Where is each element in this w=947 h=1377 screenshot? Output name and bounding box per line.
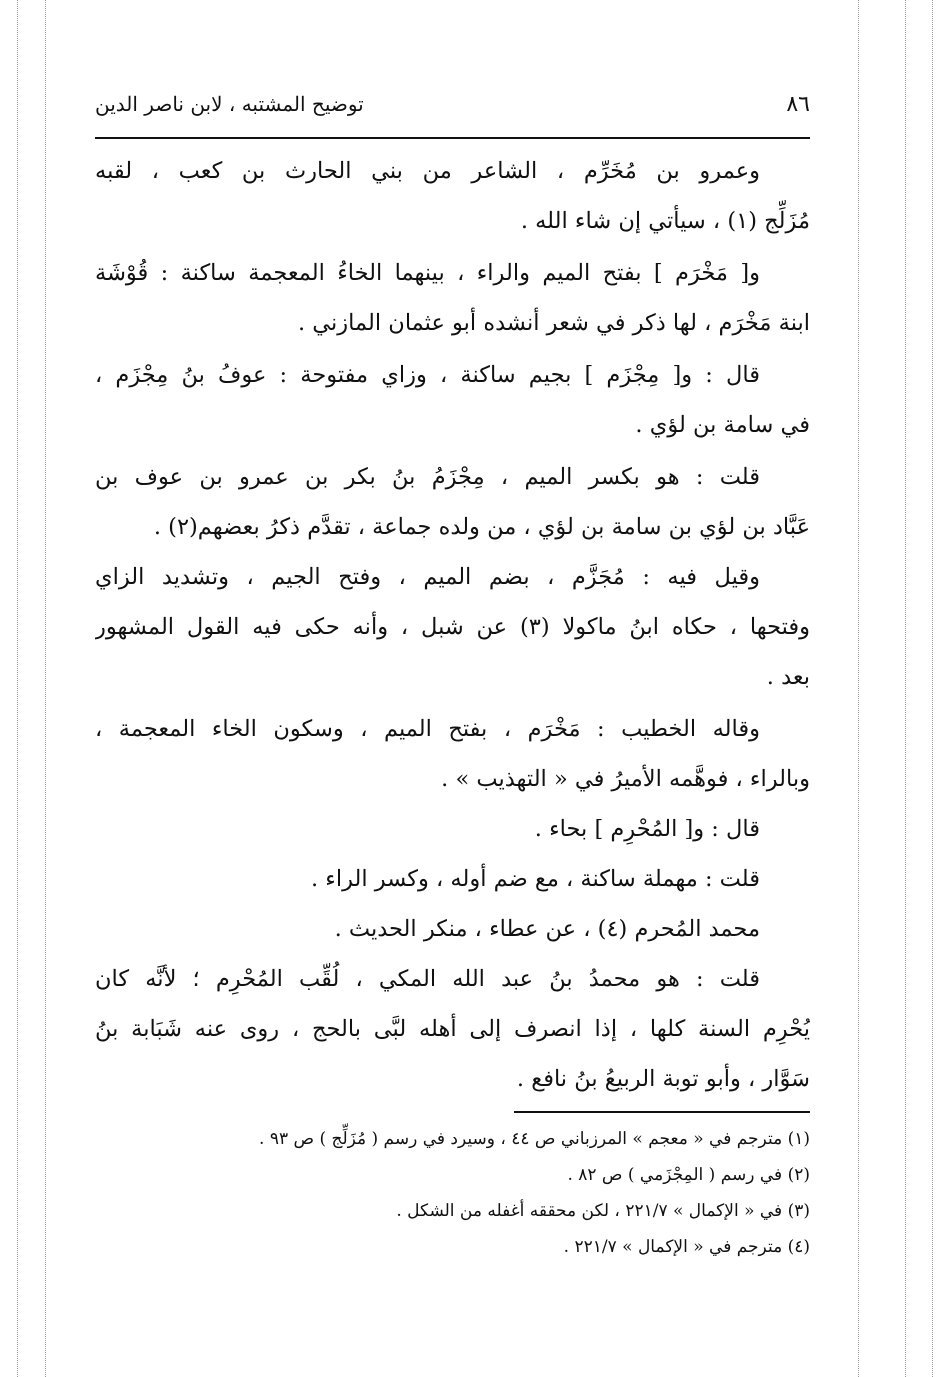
text-line: بعد . [766,664,810,690]
scan-guide-line [905,0,906,1377]
text-line: قال : و[ المُحْرِم ] بحاء . [534,816,760,842]
text-line: عَبَّاد بن لؤي بن سامة بن لؤي ، من ولده جماعة ، تقدَّم ذكرُ بعضهم(٢) . [153,514,810,540]
text-line: قلت : هو بكسر الميم ، مِجْزَمُ بنُ بكر بن عمرو بن عوف بن [95,464,760,490]
text-line: قلت : مهملة ساكنة ، مع ضم أوله ، وكسر الراء . [310,866,760,892]
text-line: مُزَلِّج (١) ، سيأتي إن شاء الله . [520,208,810,234]
text-line: وقاله الخطيب : مَخْرَم ، بفتح الميم ، وسكون الخاء المعجمة ، [95,716,760,742]
text-line: و[ مَخْرَم ] بفتح الميم والراء ، بينهما الخاءُ المعجمة ساكنة : قُوْشَة [95,260,760,286]
scan-guide-line [45,0,46,1377]
text-line: وبالراء ، فوهَّمه الأميرُ في « التهذيب » . [441,766,810,792]
text-line: في سامة بن لؤي . [635,412,810,438]
footnote: (١) مترجم في « معجم » المرزباني ص ٤٤ ، وسيرد في رسم ( مُزَلِّج ) ص ٩٣ . [259,1129,810,1149]
main-text [95,150,810,1108]
text-line: وعمرو بن مُخَرِّم ، الشاعر من بني الحارث بن كعب ، لقبه [95,158,760,184]
text-line: قلت : هو محمدُ بنُ عبد الله المكي ، لُقِّب المُحْرِم ؛ لأنَّه كان [95,966,760,992]
footnote: (٣) في « الإكمال » ٢٢١/٧ ، لكن محققه أغفله من الشكل . [396,1201,810,1221]
text-line: ابنة مَخْرَم ، لها ذكر في شعر أنشده أبو عثمان المازني . [297,310,810,336]
text-line: يُحْرِم السنة كلها ، إذا انصرف إلى أهله لبَّى بالحج ، روى عنه شَبَابة بنُ [95,1016,810,1042]
text-line: وقيل فيه : مُجَزَّم ، بضم الميم ، وفتح الجيم ، وتشديد الزاي [95,564,760,590]
text-line: قال : و[ مِجْزَم ] بجيم ساكنة ، وزاي مفتوحة : عوفُ بنُ مِجْزَم ، [95,362,760,388]
footnotes [95,1122,810,1266]
text-line: وفتحها ، حكاه ابنُ ماكولا (٣) عن شبل ، وأنه حكى فيه القول المشهور [95,614,810,640]
page-number: ٨٦ [786,92,810,117]
footnote: (٤) مترجم في « الإكمال » ٢٢١/٧ . [563,1237,810,1257]
header-rule [95,137,810,139]
running-title: توضيح المشتبه ، لابن ناصر الدين [95,92,364,116]
footnote-rule [514,1111,810,1113]
scan-guide-line [17,0,18,1377]
scan-guide-line [932,0,933,1377]
footnote: (٢) في رسم ( المِجْزَمي ) ص ٨٢ . [567,1165,810,1185]
text-line: سَوَّار ، وأبو توبة الربيعُ بنُ نافع . [516,1066,810,1092]
book-page [95,0,810,1377]
text-line: محمد المُحرم (٤) ، عن عطاء ، منكر الحديث . [334,916,760,942]
page-header [95,88,810,128]
scan-guide-line [858,0,859,1377]
